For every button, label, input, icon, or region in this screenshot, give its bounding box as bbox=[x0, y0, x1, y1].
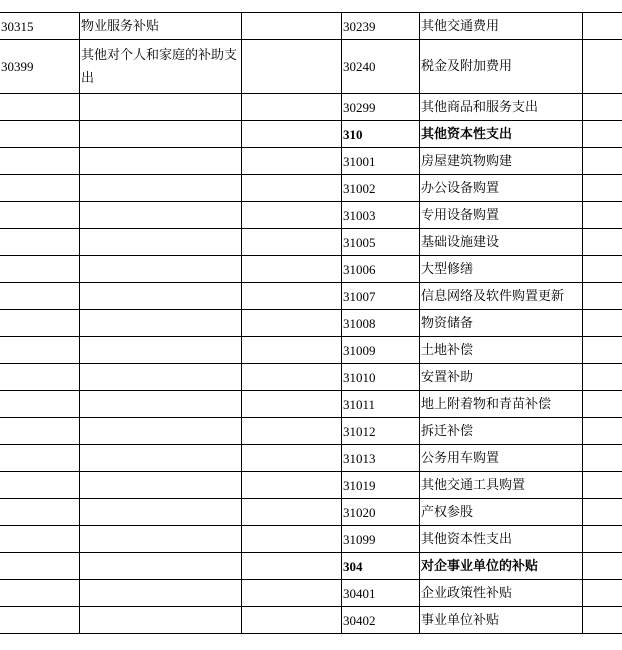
right-code-cell: 30402 bbox=[342, 607, 420, 634]
spacer-cell bbox=[242, 580, 342, 607]
blank-cell bbox=[583, 175, 622, 202]
blank-cell bbox=[583, 391, 622, 418]
spacer-cell bbox=[242, 94, 342, 121]
spacer-cell bbox=[242, 40, 342, 94]
right-code-cell: 30239 bbox=[342, 13, 420, 40]
blank-cell bbox=[583, 13, 622, 40]
spacer-cell bbox=[242, 175, 342, 202]
table-row bbox=[0, 94, 622, 121]
right-name-cell: 土地补偿 bbox=[420, 337, 583, 364]
blank-cell bbox=[583, 445, 622, 472]
table-row bbox=[0, 526, 622, 553]
right-name-cell: 大型修缮 bbox=[420, 256, 583, 283]
table-row bbox=[0, 256, 622, 283]
left-name-cell bbox=[80, 310, 242, 337]
right-code-cell: 310 bbox=[342, 121, 420, 148]
left-name-cell bbox=[80, 418, 242, 445]
table-row bbox=[0, 580, 622, 607]
spacer-cell bbox=[242, 148, 342, 175]
left-name-cell: 物业服务补贴 bbox=[80, 13, 242, 40]
left-code-cell bbox=[0, 94, 80, 121]
right-name-cell: 其他商品和服务支出 bbox=[420, 94, 583, 121]
right-name-cell: 安置补助 bbox=[420, 364, 583, 391]
right-code-cell: 31013 bbox=[342, 445, 420, 472]
right-name-cell: 办公设备购置 bbox=[420, 175, 583, 202]
left-name-cell bbox=[80, 148, 242, 175]
spacer-cell bbox=[242, 202, 342, 229]
blank-cell bbox=[583, 337, 622, 364]
left-name-cell bbox=[80, 121, 242, 148]
left-code-cell bbox=[0, 364, 80, 391]
left-name-cell bbox=[80, 580, 242, 607]
spacer-cell bbox=[242, 256, 342, 283]
left-code-cell: 30315 bbox=[0, 13, 80, 40]
blank-cell bbox=[583, 472, 622, 499]
table-row bbox=[0, 499, 622, 526]
spacer-cell bbox=[242, 445, 342, 472]
right-name-cell: 事业单位补贴 bbox=[420, 607, 583, 634]
left-name-cell bbox=[80, 229, 242, 256]
left-code-cell bbox=[0, 472, 80, 499]
left-name-cell bbox=[80, 553, 242, 580]
right-code-cell: 30299 bbox=[342, 94, 420, 121]
table-row bbox=[0, 202, 622, 229]
right-name-cell: 其他交通工具购置 bbox=[420, 472, 583, 499]
right-name-cell: 企业政策性补贴 bbox=[420, 580, 583, 607]
left-name-cell bbox=[80, 391, 242, 418]
blank-cell bbox=[583, 553, 622, 580]
table-row bbox=[0, 13, 622, 40]
left-code-cell bbox=[0, 391, 80, 418]
blank-cell bbox=[583, 94, 622, 121]
spacer-cell bbox=[242, 13, 342, 40]
left-code-cell bbox=[0, 310, 80, 337]
blank-cell bbox=[583, 310, 622, 337]
left-code-cell bbox=[0, 499, 80, 526]
left-code-cell bbox=[0, 283, 80, 310]
left-name-cell bbox=[80, 202, 242, 229]
blank-cell bbox=[583, 526, 622, 553]
spacer-cell bbox=[242, 472, 342, 499]
right-name-cell: 其他资本性支出 bbox=[420, 526, 583, 553]
left-name-cell bbox=[80, 472, 242, 499]
left-code-cell bbox=[0, 148, 80, 175]
right-code-cell: 31006 bbox=[342, 256, 420, 283]
table-row bbox=[0, 40, 622, 94]
spacer-cell bbox=[242, 499, 342, 526]
left-code-cell bbox=[0, 121, 80, 148]
blank-cell bbox=[583, 607, 622, 634]
right-code-cell: 31001 bbox=[342, 148, 420, 175]
left-code-cell bbox=[0, 607, 80, 634]
left-name-cell bbox=[80, 445, 242, 472]
right-name-cell: 产权参股 bbox=[420, 499, 583, 526]
table-row bbox=[0, 391, 622, 418]
right-code-cell: 31002 bbox=[342, 175, 420, 202]
table-row bbox=[0, 310, 622, 337]
left-name-cell bbox=[80, 526, 242, 553]
budget-classification-table bbox=[0, 12, 622, 634]
left-code-cell bbox=[0, 175, 80, 202]
right-name-cell: 对企事业单位的补贴 bbox=[420, 553, 583, 580]
left-name-cell bbox=[80, 94, 242, 121]
right-name-cell: 房屋建筑物购建 bbox=[420, 148, 583, 175]
spacer-cell bbox=[242, 310, 342, 337]
left-name-cell bbox=[80, 256, 242, 283]
right-code-cell: 31005 bbox=[342, 229, 420, 256]
spacer-cell bbox=[242, 121, 342, 148]
left-code-cell bbox=[0, 580, 80, 607]
left-code-cell bbox=[0, 526, 80, 553]
spacer-cell bbox=[242, 283, 342, 310]
left-code-cell bbox=[0, 418, 80, 445]
right-code-cell: 31003 bbox=[342, 202, 420, 229]
right-code-cell: 31010 bbox=[342, 364, 420, 391]
spacer-cell bbox=[242, 337, 342, 364]
table-row bbox=[0, 148, 622, 175]
right-code-cell: 31012 bbox=[342, 418, 420, 445]
table-row bbox=[0, 175, 622, 202]
left-name-cell bbox=[80, 499, 242, 526]
blank-cell bbox=[583, 580, 622, 607]
spacer-cell bbox=[242, 229, 342, 256]
blank-cell bbox=[583, 283, 622, 310]
left-code-cell bbox=[0, 337, 80, 364]
left-code-cell bbox=[0, 202, 80, 229]
blank-cell bbox=[583, 121, 622, 148]
spacer-cell bbox=[242, 364, 342, 391]
right-code-cell: 31008 bbox=[342, 310, 420, 337]
blank-cell bbox=[583, 202, 622, 229]
right-code-cell: 304 bbox=[342, 553, 420, 580]
right-code-cell: 31007 bbox=[342, 283, 420, 310]
table-row bbox=[0, 229, 622, 256]
table-row bbox=[0, 364, 622, 391]
spacer-cell bbox=[242, 418, 342, 445]
blank-cell bbox=[583, 364, 622, 391]
spacer-cell bbox=[242, 553, 342, 580]
right-code-cell: 31099 bbox=[342, 526, 420, 553]
left-code-cell bbox=[0, 256, 80, 283]
left-name-cell bbox=[80, 175, 242, 202]
table-row bbox=[0, 337, 622, 364]
right-code-cell: 31009 bbox=[342, 337, 420, 364]
table-body bbox=[0, 13, 622, 634]
right-name-cell: 税金及附加费用 bbox=[420, 40, 583, 94]
blank-cell bbox=[583, 499, 622, 526]
right-name-cell: 公务用车购置 bbox=[420, 445, 583, 472]
blank-cell bbox=[583, 256, 622, 283]
table-row bbox=[0, 472, 622, 499]
table-row bbox=[0, 553, 622, 580]
right-name-cell: 其他交通费用 bbox=[420, 13, 583, 40]
left-name-cell bbox=[80, 337, 242, 364]
left-name-cell bbox=[80, 364, 242, 391]
left-code-cell bbox=[0, 553, 80, 580]
right-name-cell: 基础设施建设 bbox=[420, 229, 583, 256]
right-code-cell: 31019 bbox=[342, 472, 420, 499]
left-name-cell: 其他对个人和家庭的补助支出 bbox=[80, 40, 242, 94]
right-code-cell: 30401 bbox=[342, 580, 420, 607]
spacer-cell bbox=[242, 607, 342, 634]
table-row bbox=[0, 607, 622, 634]
table-row bbox=[0, 445, 622, 472]
spacer-cell bbox=[242, 526, 342, 553]
table-row bbox=[0, 121, 622, 148]
right-code-cell: 30240 bbox=[342, 40, 420, 94]
right-name-cell: 物资储备 bbox=[420, 310, 583, 337]
right-name-cell: 信息网络及软件购置更新 bbox=[420, 283, 583, 310]
right-name-cell: 其他资本性支出 bbox=[420, 121, 583, 148]
left-name-cell bbox=[80, 283, 242, 310]
table-row bbox=[0, 283, 622, 310]
right-name-cell: 专用设备购置 bbox=[420, 202, 583, 229]
blank-cell bbox=[583, 418, 622, 445]
right-name-cell: 拆迁补偿 bbox=[420, 418, 583, 445]
right-name-cell: 地上附着物和青苗补偿 bbox=[420, 391, 583, 418]
left-name-cell bbox=[80, 607, 242, 634]
left-code-cell: 30399 bbox=[0, 40, 80, 94]
spacer-cell bbox=[242, 391, 342, 418]
right-code-cell: 31020 bbox=[342, 499, 420, 526]
blank-cell bbox=[583, 229, 622, 256]
left-code-cell bbox=[0, 229, 80, 256]
right-code-cell: 31011 bbox=[342, 391, 420, 418]
blank-cell bbox=[583, 40, 622, 94]
table-row bbox=[0, 418, 622, 445]
left-code-cell bbox=[0, 445, 80, 472]
blank-cell bbox=[583, 148, 622, 175]
